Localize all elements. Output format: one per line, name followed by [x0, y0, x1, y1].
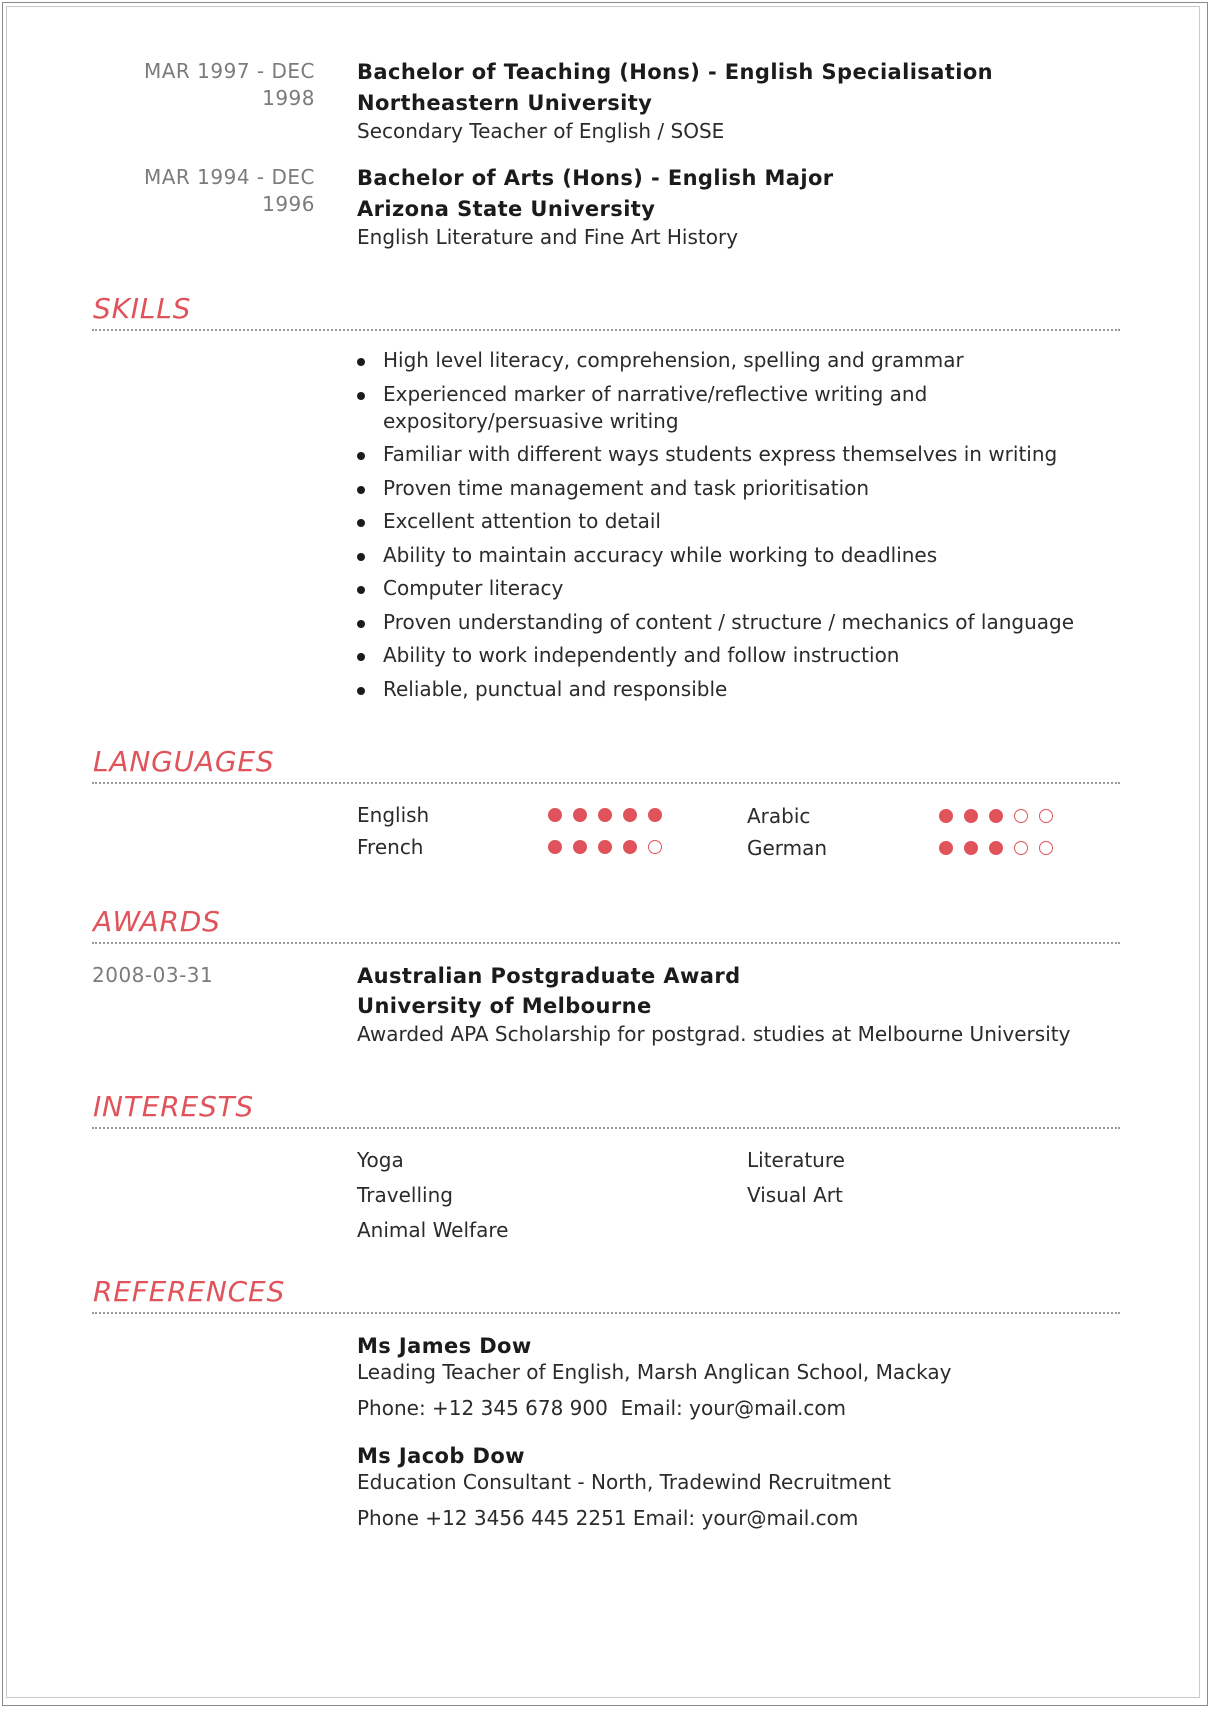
- institution-name: Arizona State University: [357, 197, 656, 221]
- language-rating: [548, 808, 662, 822]
- rating-dot-filled: [573, 808, 587, 822]
- list-item: Ability to work independently and follow instruction: [355, 642, 1105, 669]
- section-divider: [92, 1127, 1120, 1129]
- section-divider: [92, 1312, 1120, 1314]
- skills-heading: SKILLS: [93, 292, 192, 325]
- award-description: Awarded APA Scholarship for postgrad. studies at Melbourne University: [357, 1022, 1071, 1046]
- rating-dot-empty: [1039, 841, 1053, 855]
- interest-item: Animal Welfare: [357, 1218, 509, 1242]
- list-item: High level literacy, comprehension, spelling and grammar: [355, 347, 1105, 374]
- rating-dot-filled: [548, 808, 562, 822]
- interest-item: Travelling: [357, 1183, 453, 1207]
- rating-dot-filled: [573, 840, 587, 854]
- degree-title: Bachelor of Arts (Hons) - English Major: [357, 166, 834, 190]
- language-rating: [939, 809, 1053, 823]
- languages-heading: LANGUAGES: [93, 745, 275, 778]
- list-item: Experienced marker of narrative/reflective writing and expository/persuasive writing: [355, 381, 943, 435]
- language-name: German: [747, 836, 828, 860]
- date-line: MAR 1994 - DEC: [143, 165, 315, 189]
- language-rating: [939, 841, 1053, 855]
- rating-dot-filled: [964, 809, 978, 823]
- date-line: MAR 1997 - DEC: [143, 59, 315, 83]
- language-name: French: [357, 835, 424, 859]
- rating-dot-filled: [939, 809, 953, 823]
- rating-dot-filled: [964, 841, 978, 855]
- education-date: [110, 164, 315, 218]
- rating-dot-empty: [648, 840, 662, 854]
- rating-dot-filled: [548, 840, 562, 854]
- reference-name: Ms James Dow: [357, 1334, 532, 1358]
- references-heading: REFERENCES: [93, 1275, 286, 1308]
- skills-list: [355, 347, 1105, 709]
- list-item: Excellent attention to detail: [355, 508, 1105, 535]
- reference-contact: Phone: +12 345 678 900 Email: your@mail.com: [357, 1396, 847, 1420]
- reference-position: Education Consultant - North, Tradewind Recruitment: [357, 1470, 891, 1494]
- award-title: Australian Postgraduate Award: [357, 964, 741, 988]
- rating-dot-filled: [648, 808, 662, 822]
- rating-dot-filled: [623, 840, 637, 854]
- interests-heading: INTERESTS: [93, 1090, 254, 1123]
- interest-item: Literature: [747, 1148, 845, 1172]
- language-name: English: [357, 803, 430, 827]
- institution-name: Northeastern University: [357, 91, 653, 115]
- education-description: English Literature and Fine Art History: [357, 225, 739, 249]
- rating-dot-filled: [623, 808, 637, 822]
- education-description: Secondary Teacher of English / SOSE: [357, 119, 725, 143]
- award-date: 2008-03-31: [92, 963, 214, 987]
- awards-heading: AWARDS: [93, 905, 221, 938]
- list-item: Familiar with different ways students express themselves in writing: [355, 441, 1105, 468]
- list-item: Ability to maintain accuracy while working to deadlines: [355, 542, 1105, 569]
- date-line: 1996: [262, 192, 315, 216]
- section-divider: [92, 942, 1120, 944]
- interest-item: Yoga: [357, 1148, 404, 1172]
- reference-contact: Phone +12 3456 445 2251 Email: your@mail.com: [357, 1506, 859, 1530]
- reference-name: Ms Jacob Dow: [357, 1444, 525, 1468]
- award-issuer: University of Melbourne: [357, 994, 652, 1018]
- language-rating: [548, 840, 662, 854]
- list-item: Proven time management and task prioritisation: [355, 475, 1105, 502]
- rating-dot-empty: [1039, 809, 1053, 823]
- list-item: Proven understanding of content / structure / mechanics of language: [355, 609, 1105, 636]
- date-line: 1998: [262, 86, 315, 110]
- rating-dot-filled: [598, 808, 612, 822]
- degree-title: Bachelor of Teaching (Hons) - English Specialisation: [357, 60, 993, 84]
- education-date: [110, 58, 315, 112]
- rating-dot-filled: [598, 840, 612, 854]
- rating-dot-empty: [1014, 809, 1028, 823]
- rating-dot-filled: [989, 841, 1003, 855]
- list-item: Reliable, punctual and responsible: [355, 676, 1105, 703]
- list-item: Computer literacy: [355, 575, 1105, 602]
- section-divider: [92, 329, 1120, 331]
- reference-position: Leading Teacher of English, Marsh Anglican School, Mackay: [357, 1360, 952, 1384]
- language-name: Arabic: [747, 804, 811, 828]
- rating-dot-filled: [939, 841, 953, 855]
- rating-dot-empty: [1014, 841, 1028, 855]
- interest-item: Visual Art: [747, 1183, 843, 1207]
- section-divider: [92, 782, 1120, 784]
- rating-dot-filled: [989, 809, 1003, 823]
